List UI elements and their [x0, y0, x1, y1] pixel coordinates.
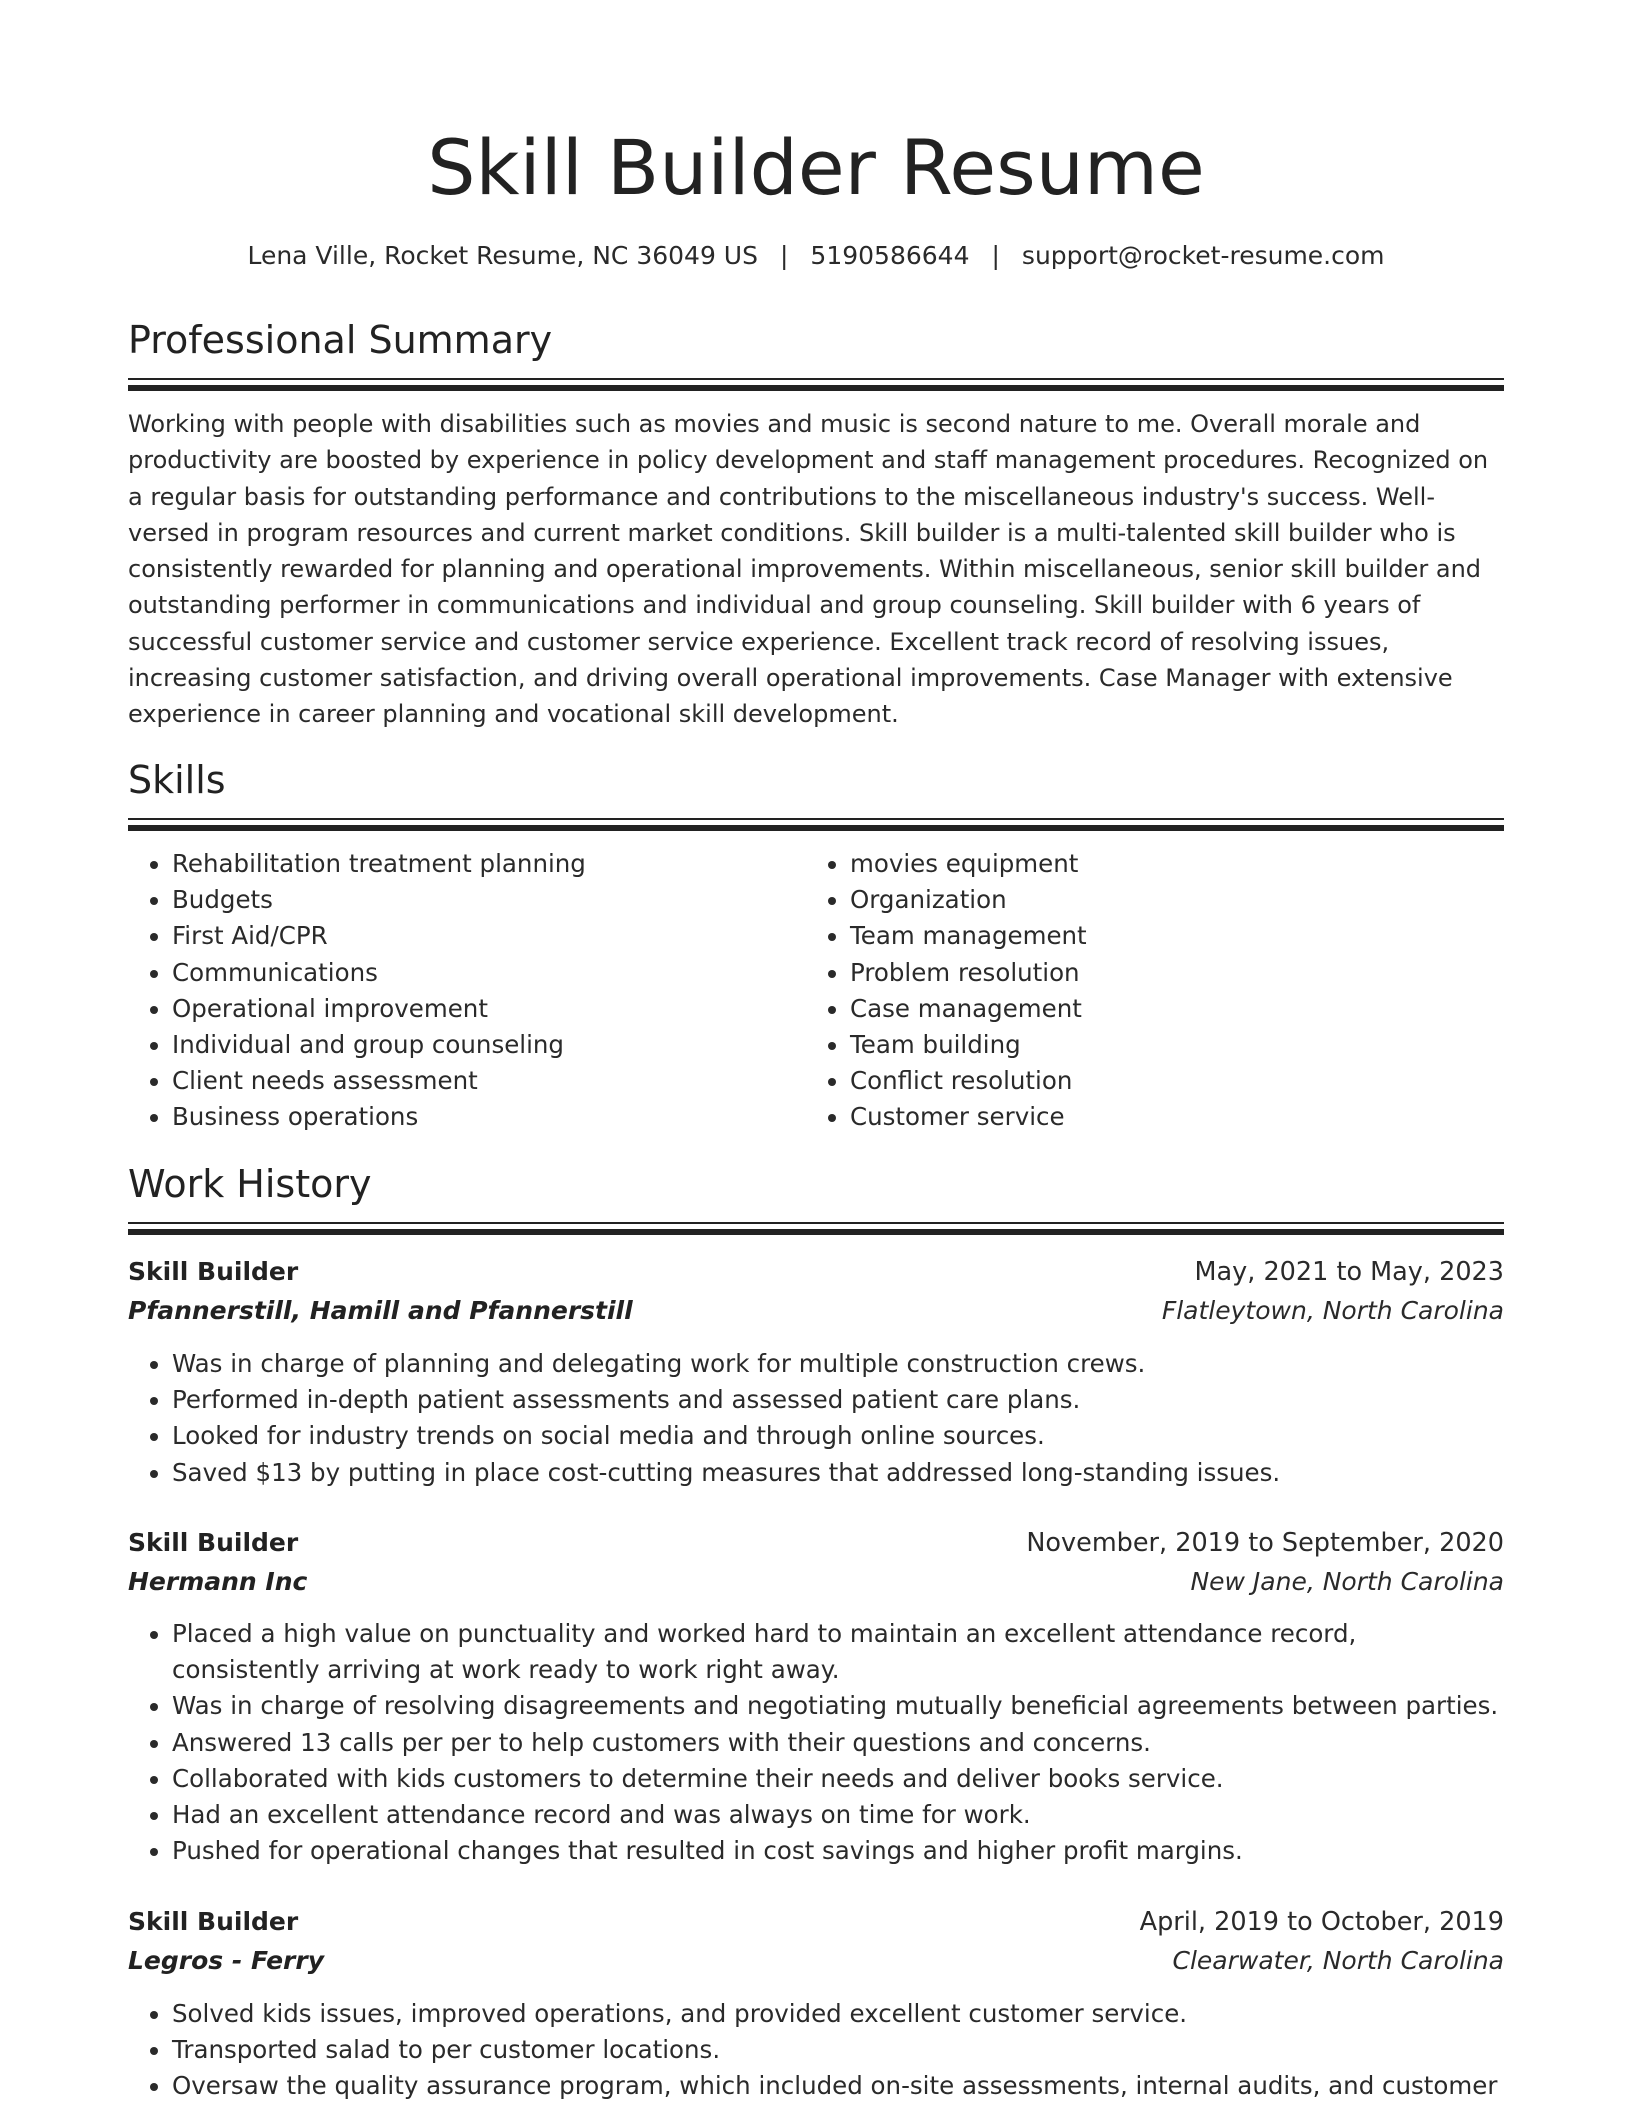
job-title: Skill Builder: [128, 1528, 299, 1557]
skills-list-right: [806, 846, 1504, 1136]
duty-item: • Had an excellent attendance record and was always on time for work.: [172, 1797, 1504, 1833]
resume-name: Skill Builder Resume: [427, 123, 1205, 212]
job-header: [128, 1525, 1504, 1603]
job-title: Skill Builder: [128, 1257, 299, 1286]
duty-item: • Saved $13 by putting in place cost-cutting measures that addressed long-standing issues.: [172, 1455, 1504, 1491]
section-divider: [128, 1222, 1504, 1234]
job-company: Pfannerstill, Hamill and Pfannerstill: [128, 1296, 633, 1325]
section-title-work: Work History: [128, 1162, 372, 1206]
duty-item: • Solved kids issues, improved operations, and provided excellent customer service.: [172, 1996, 1504, 2032]
duty-item: • Answered 13 calls per per to help customers with their questions and concerns.: [172, 1725, 1504, 1761]
job-duties-list: [128, 1616, 1504, 1869]
job-location: Clearwater, North Carolina: [1172, 1946, 1504, 1975]
skill-item: • movies equipment: [850, 846, 1504, 882]
skill-item: • Business operations: [172, 1099, 804, 1135]
duty-item: • Was in charge of planning and delegating work for multiple construction crews.: [172, 1346, 1504, 1382]
job-location: New Jane, North Carolina: [1190, 1567, 1504, 1596]
skill-item: • Rehabilitation treatment planning: [172, 846, 804, 882]
contact-address: Lena Ville, Rocket Resume, NC 36049 US: [247, 241, 758, 270]
skill-item: • Customer service: [850, 1099, 1504, 1135]
section-title-skills: Skills: [128, 758, 226, 802]
skill-item: • Team building: [850, 1027, 1504, 1063]
job-duties-list: [128, 1346, 1504, 1491]
skill-item: • Problem resolution: [850, 955, 1504, 991]
skill-item: • Budgets: [172, 882, 804, 918]
job-title: Skill Builder: [128, 1907, 299, 1936]
job-header: [128, 1254, 1504, 1332]
summary-text: Working with people with disabilities such as movies and music is second nature to me. Overall morale and productivity are boosted by experience in policy development and staff management procedures. Recognized on a regular basis for outstanding performance and contributions to the miscellaneous industry's success. Well-versed in program resources and current market conditions. Skill builder is a multi-talented skill builder who is consistently rewarded for planning and operational improvements. Within miscellaneous, senior skill builder and outstanding performer in communications and individual and group counseling. Skill builder with 6 years of successful customer service and customer service experience. Excellent track record of resolving issues, increasing customer satisfaction, and driving overall operational improvements. Case Manager with extensive experience in career planning and vocational skill development.: [128, 410, 1489, 729]
duty-item: • Collaborated with kids customers to determine their needs and deliver books service.: [172, 1761, 1504, 1797]
section-title-summary: Professional Summary: [128, 318, 553, 362]
job-dates: November, 2019 to September, 2020: [1026, 1528, 1504, 1558]
skill-item: • First Aid/CPR: [172, 918, 804, 954]
contact-email: support@rocket-resume.com: [1021, 241, 1385, 270]
duty-item: • Pushed for operational changes that resulted in cost savings and higher profit margins.: [172, 1833, 1504, 1869]
job-dates: May, 2021 to May, 2023: [1194, 1257, 1504, 1287]
job-company: Hermann Inc: [128, 1567, 308, 1596]
duty-item: • Looked for industry trends on social media and through online sources.: [172, 1418, 1504, 1454]
skill-item: • Team management: [850, 918, 1504, 954]
duty-item: • Was in charge of resolving disagreements and negotiating mutually beneficial agreements between parties.: [172, 1688, 1504, 1724]
duty-item: • Placed a high value on punctuality and worked hard to maintain an excellent attendance record, consistently arriving at work ready to work right away.: [172, 1616, 1504, 1688]
skill-item: • Operational improvement: [172, 991, 804, 1027]
job-header: [128, 1904, 1504, 1982]
contact-separator: |: [779, 241, 789, 270]
duty-item: • Transported salad to per customer locations.: [172, 2032, 1504, 2068]
contact-line: [128, 236, 1504, 276]
skill-item: • Organization: [850, 882, 1504, 918]
duty-item: • Performed in-depth patient assessments and assessed patient care plans.: [172, 1382, 1504, 1418]
contact-separator: |: [991, 241, 1000, 270]
skill-item: • Individual and group counseling: [172, 1027, 804, 1063]
skill-item: • Client needs assessment: [172, 1063, 804, 1099]
job-company: Legros - Ferry: [128, 1946, 324, 1975]
skill-item: • Case management: [850, 991, 1504, 1027]
job-location: Flatleytown, North Carolina: [1161, 1296, 1504, 1325]
job-duties-list: [128, 1996, 1504, 2105]
skills-list-left: [128, 846, 804, 1136]
section-divider: [128, 818, 1504, 830]
contact-phone: 5190586644: [810, 241, 970, 270]
skill-item: • Conflict resolution: [850, 1063, 1504, 1099]
job-dates: April, 2019 to October, 2019: [1139, 1907, 1504, 1937]
duty-item: • Oversaw the quality assurance program, which included on-site assessments, internal audits, and customer: [172, 2068, 1504, 2104]
section-divider: [128, 378, 1504, 390]
skill-item: • Communications: [172, 955, 804, 991]
